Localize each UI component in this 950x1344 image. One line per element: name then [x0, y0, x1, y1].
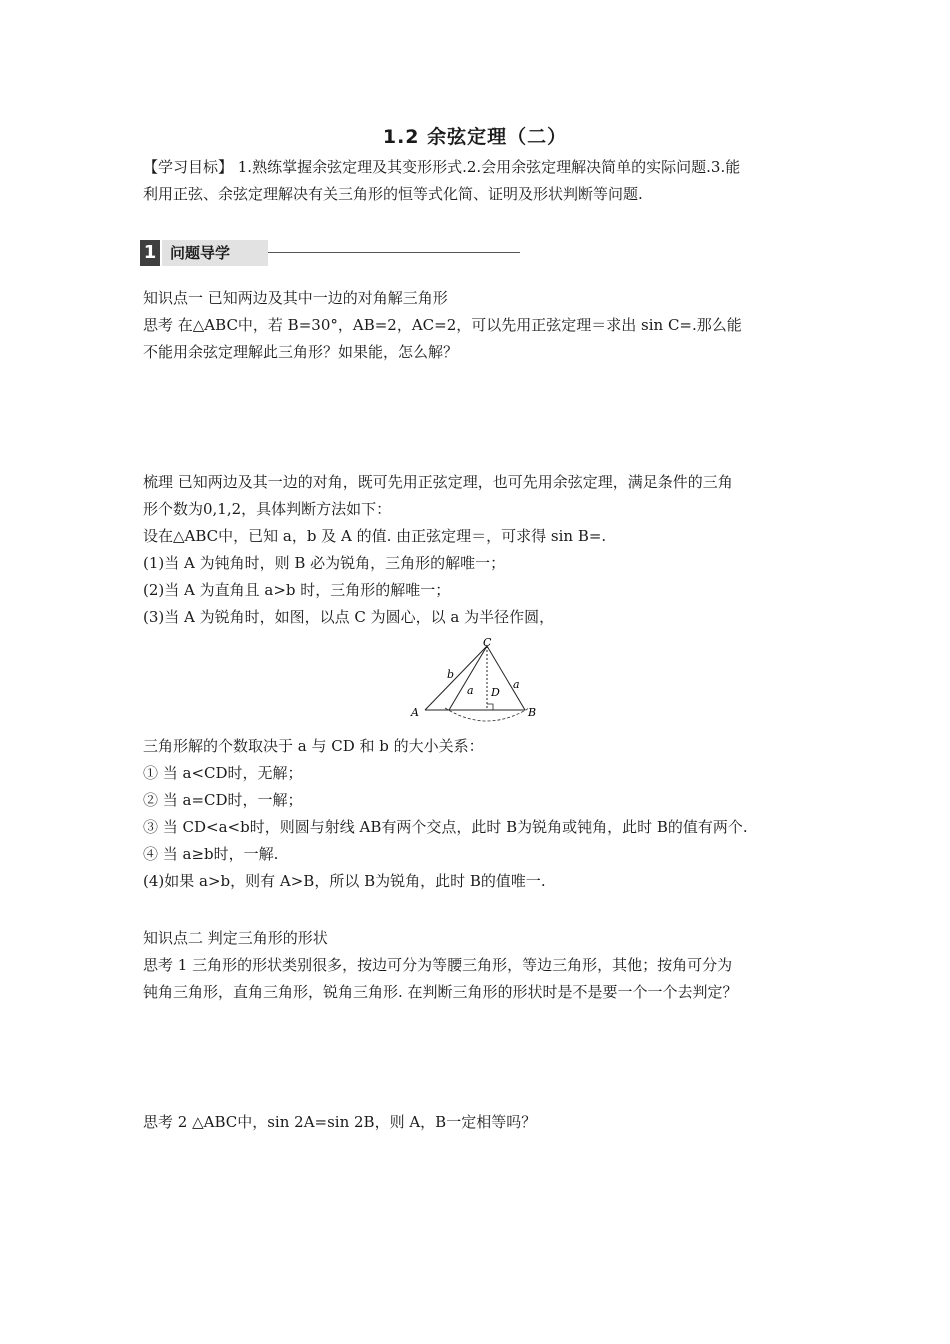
label-b-side: b [447, 668, 455, 681]
label-a-right: a [513, 678, 520, 691]
subcase-3: ③ 当 CD<a<b时，则圆与射线 AB有两个交点，此时 B为锐角或钝角，此时 B的值有两个. [143, 818, 748, 836]
section-header [140, 240, 520, 266]
think-1-line-1: 思考 在△ABC中，若 B=30°，AB=2，AC=2，可以先用正弦定理＝求出 sin C=.那么能 [143, 316, 742, 334]
label-b-vertex: B [528, 706, 537, 719]
right-angle-mark [487, 704, 493, 710]
subcase-4: ④ 当 a≥b时，一解. [143, 845, 279, 863]
think-1-line-2: 不能用余弦定理解此三角形？如果能，怎么解？ [143, 343, 459, 361]
section-divider [268, 252, 520, 253]
think-2-line-1: 思考 1 三角形的形状类别很多，按边可分为等腰三角形，等边三角形，其他；按角可分为 [143, 956, 733, 974]
learning-objectives-line-2: 利用正弦、余弦定理解决有关三角形的恒等式化简、证明及形状判断等问题. [143, 185, 643, 203]
think-2-line-2: 钝角三角形，直角三角形，锐角三角形. 在判断三角形的形状时是不是要一个一个去判定？ [143, 983, 738, 1001]
summary-line-2: 形个数为0,1,2，具体判断方法如下： [143, 500, 392, 518]
knowledge-point-2-heading: 知识点二 判定三角形的形状 [143, 929, 328, 947]
summary-line-3: 设在△ABC中，已知 a，b 及 A 的值. 由正弦定理＝，可求得 sin B=. [143, 527, 607, 545]
knowledge-point-1-heading: 知识点一 已知两边及其中一边的对角解三角形 [143, 289, 448, 307]
section-label: 问题导学 [162, 240, 268, 266]
learning-objectives-line-1: 【学习目标】 1.熟练掌握余弦定理及其变形形式.2.会用余弦定理解决简单的实际问题.3.能 [143, 158, 741, 176]
side-ac [425, 646, 487, 710]
label-c: C [483, 638, 492, 649]
case-2: (2)当 A 为直角且 a>b 时，三角形的解唯一； [143, 581, 451, 599]
subcase-1: ① 当 a<CD时，无解； [143, 764, 303, 782]
label-a-left: a [467, 684, 474, 697]
summary-line-1: 梳理 已知两边及其一边的对角，既可先用正弦定理，也可先用余弦定理，满足条件的三角 [143, 473, 733, 491]
solutions-count-line: 三角形解的个数取决于 a 与 CD 和 b 的大小关系： [143, 737, 484, 755]
page-title: 1.2 余弦定理（二） [382, 126, 568, 148]
case-4: (4)如果 a>b，则有 A>B，所以 B为锐角，此时 B的值唯一. [143, 872, 546, 890]
section-number: 1 [140, 240, 160, 266]
think-3-line: 思考 2 △ABC中，sin 2A=sin 2B，则 A，B一定相等吗？ [143, 1113, 537, 1131]
case-1: (1)当 A 为钝角时，则 B 必为锐角，三角形的解唯一； [143, 554, 506, 572]
label-d: D [491, 686, 500, 699]
case-3: (3)当 A 为锐角时，如图，以点 C 为圆心，以 a 为半径作圆， [143, 608, 555, 626]
segment-c-to-left-intersection [449, 646, 487, 710]
triangle-figure [405, 638, 555, 722]
label-a-vertex: A [411, 706, 419, 719]
subcase-2: ② 当 a=CD时，一解； [143, 791, 303, 809]
